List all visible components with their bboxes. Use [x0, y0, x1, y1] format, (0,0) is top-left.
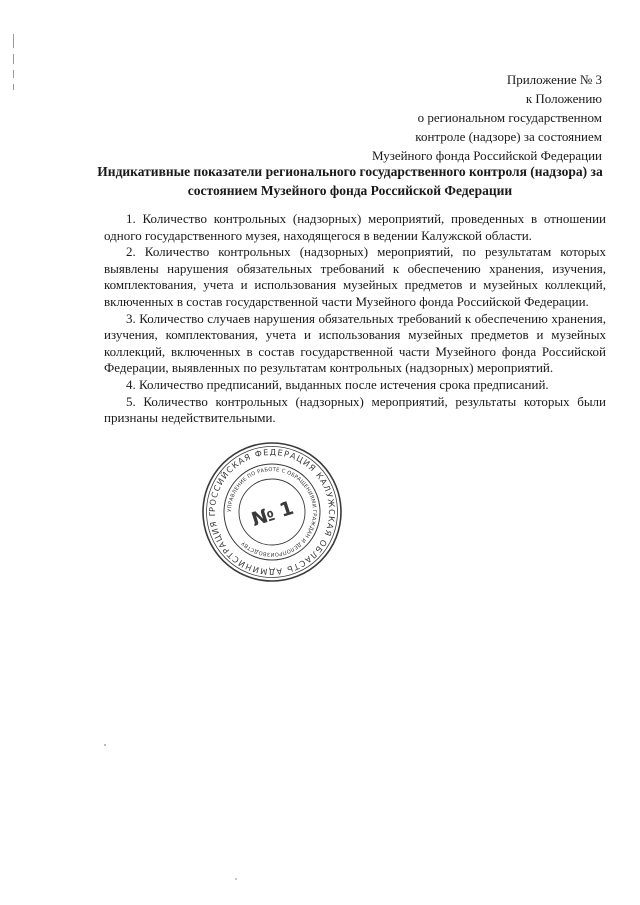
appendix-ref-line: к Положению: [525, 91, 602, 106]
scan-artifact: [235, 878, 237, 880]
appendix-ref-line: Музейного фонда Российской Федерации: [371, 148, 602, 163]
seal-graphic: [201, 441, 343, 583]
list-item: 3. Количество случаев нарушения обязательных требований к обеспечению хранения, изучения, комплектования, учета и использования музейных предметов и музейных коллекций, включенных в состав государственной части Музейного фонда Российской Федерации, выявленных по результатам контрольных (надзорных) мероприятий.: [104, 310, 606, 376]
seal-outer-text: РОССИЙСКАЯ ФЕДЕРАЦИЯ КАЛУЖСКАЯ ОБЛАСТЬ АДМИНИСТРАЦИЯ Г: [206, 446, 338, 578]
seal-inner-text: УПРАВЛЕНИЕ ПО РАБОТЕ С ОБРАЩЕНИЯМИ ГРАЖДАН И ДЕЛОПРОИЗВОДСТВУ: [226, 466, 318, 558]
appendix-header: [372, 70, 602, 165]
seal-number: № 1: [248, 496, 297, 531]
list-item: 4. Количество предписаний, выданных после истечения срока предписаний.: [126, 376, 549, 392]
list-item: 5. Количество контрольных (надзорных) мероприятий, результаты которых были признаны недействительными.: [104, 393, 606, 426]
indicator-list: [104, 211, 606, 427]
scan-artifact: [104, 744, 106, 746]
official-seal: [201, 441, 343, 583]
appendix-ref-line: о региональном государственном: [417, 110, 602, 125]
title-line: состоянием Музейного фонда Российской Федерации: [187, 183, 513, 198]
document-title: [92, 162, 608, 200]
appendix-ref-line: контроле (надзоре) за состоянием: [415, 129, 602, 144]
margin-marks: [13, 34, 15, 94]
title-line: Индикативные показатели регионального государственного контроля (надзора) за: [97, 164, 603, 179]
list-item: 1. Количество контрольных (надзорных) мероприятий, проведенных в отношении одного государственного музея, находящегося в ведении Калужской области.: [104, 211, 606, 243]
list-item: 2. Количество контрольных (надзорных) мероприятий, по результатам которых выявлены нарушения обязательных требований к обеспечению хранения, изучения, комплектования, учета и использования музейных предметов и музейных коллекций, включенных в состав государственной части Музейного фонда Российской Федерации.: [104, 244, 606, 309]
appendix-number: Приложение № 3: [506, 72, 602, 87]
